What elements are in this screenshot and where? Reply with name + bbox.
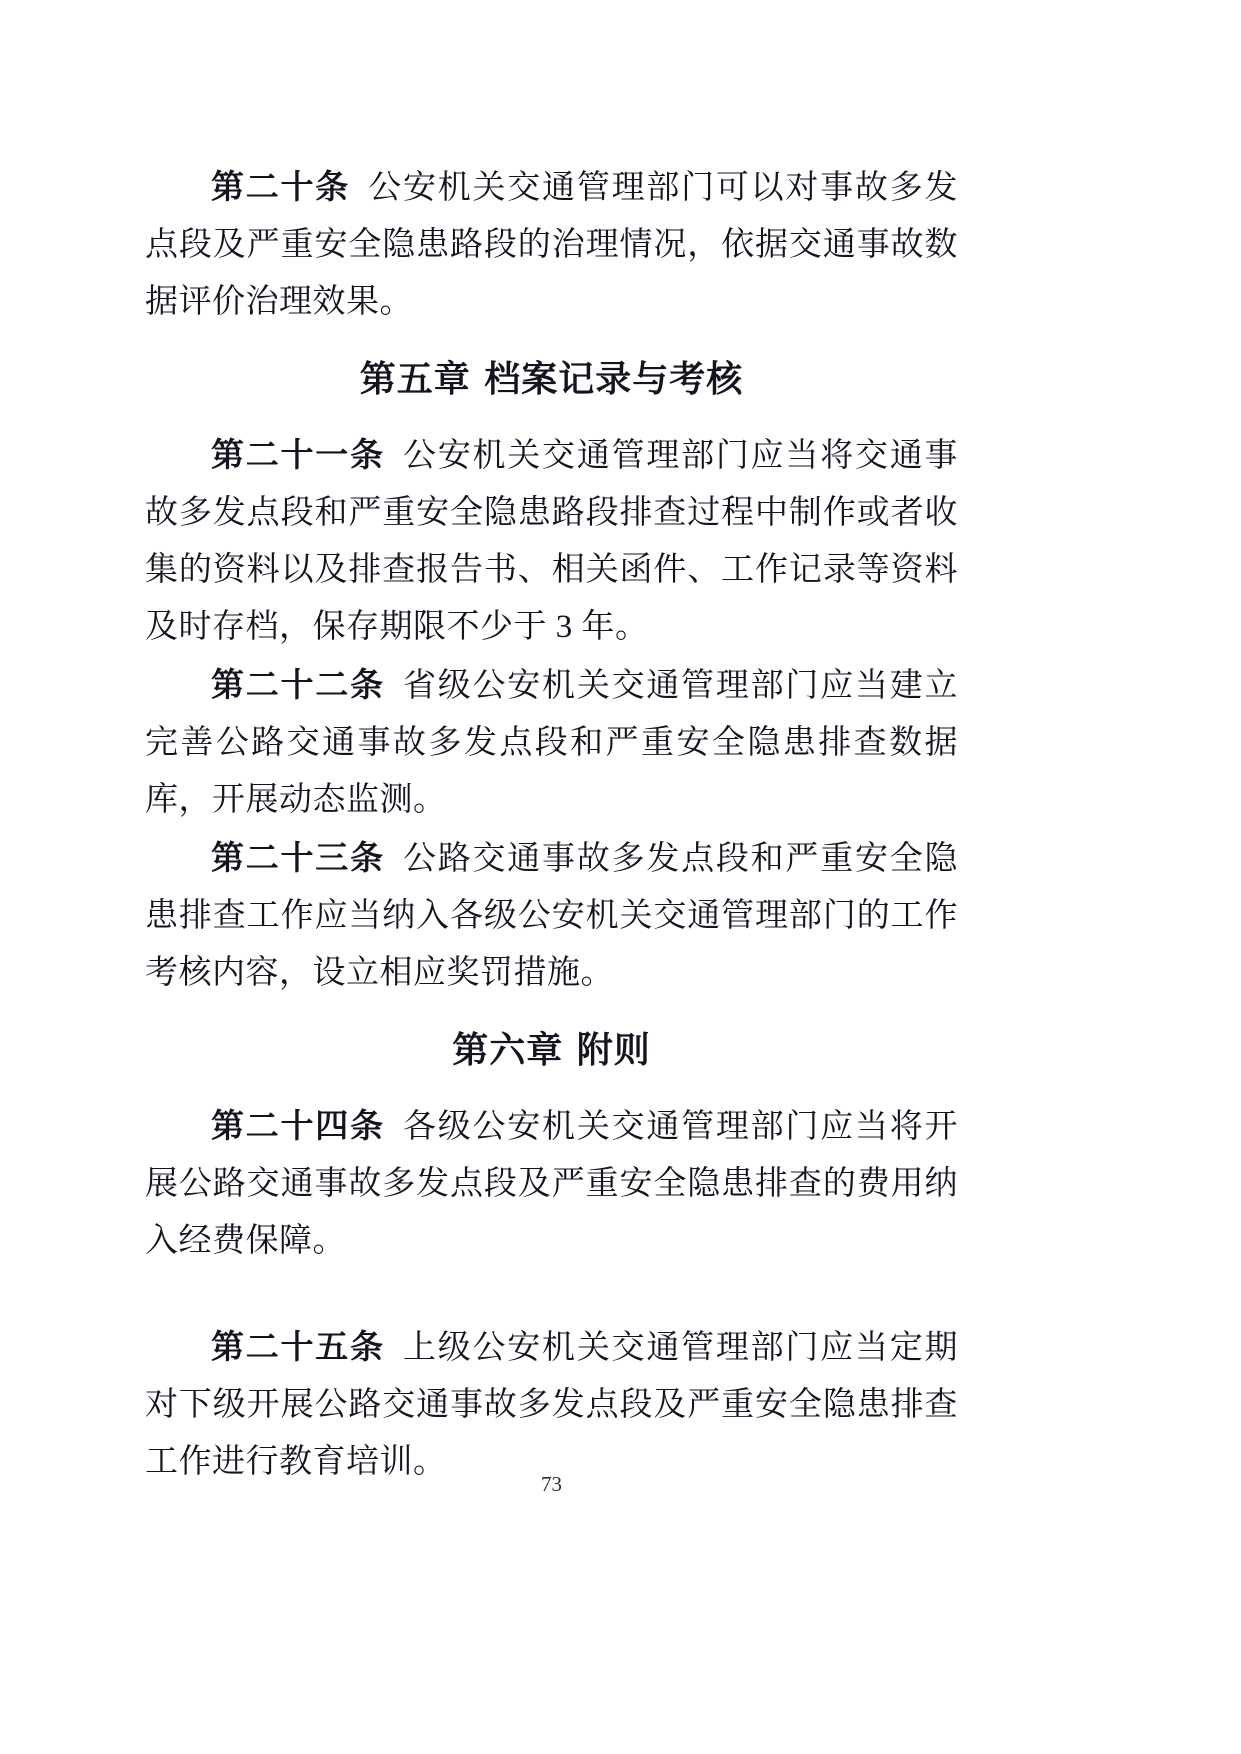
article-text: 公安机关交通管理部门可以对事故多发点段及严重安全隐患路段的治理情况，依据交通事故数据评价治理效果。: [145, 170, 959, 320]
document-page: [145, 0, 958, 1491]
article-paragraph-23: [145, 829, 958, 1002]
article-number: 第二十一条: [211, 435, 385, 474]
article-text: 上级公安机关交通管理部门应当定期对下级开展公路交通事故多发点段及严重安全隐患排查工作进行教育培训。: [145, 1330, 959, 1480]
article-number: 第二十条: [211, 167, 351, 206]
article-number: 第二十二条: [211, 665, 385, 704]
article-paragraph-24: [145, 1097, 958, 1270]
article-text: 公路交通事故多发点段和严重安全隐患排查工作应当纳入各级公安机关交通管理部门的工作考核内容，设立相应奖罚措施。: [145, 841, 959, 991]
article-number: 第二十三条: [211, 838, 385, 877]
chapter-heading-6: 第六章 附则: [452, 1030, 651, 1071]
chapter-heading-5: 第五章 档案记录与考核: [359, 359, 744, 400]
article-text: 公安机关交通管理部门应当将交通事故多发点段和严重安全隐患路段排查过程中制作或者收集的资料以及排查报告书、相关函件、工作记录等资料及时存档，保存期限不少于 3 年。: [145, 438, 959, 645]
article-paragraph-21: [145, 426, 958, 656]
page-number: 73: [541, 1472, 562, 1496]
article-number: 第二十四条: [211, 1106, 385, 1145]
article-paragraph-25: [145, 1318, 958, 1491]
article-paragraph-22: [145, 656, 958, 829]
article-number: 第二十五条: [211, 1327, 385, 1366]
article-text: 省级公安机关交通管理部门应当建立完善公路交通事故多发点段和严重安全隐患排查数据库，开展动态监测。: [145, 668, 959, 818]
article-text: 各级公安机关交通管理部门应当将开展公路交通事故多发点段及严重安全隐患排查的费用纳入经费保障。: [145, 1109, 959, 1259]
article-paragraph-20: [145, 158, 958, 331]
